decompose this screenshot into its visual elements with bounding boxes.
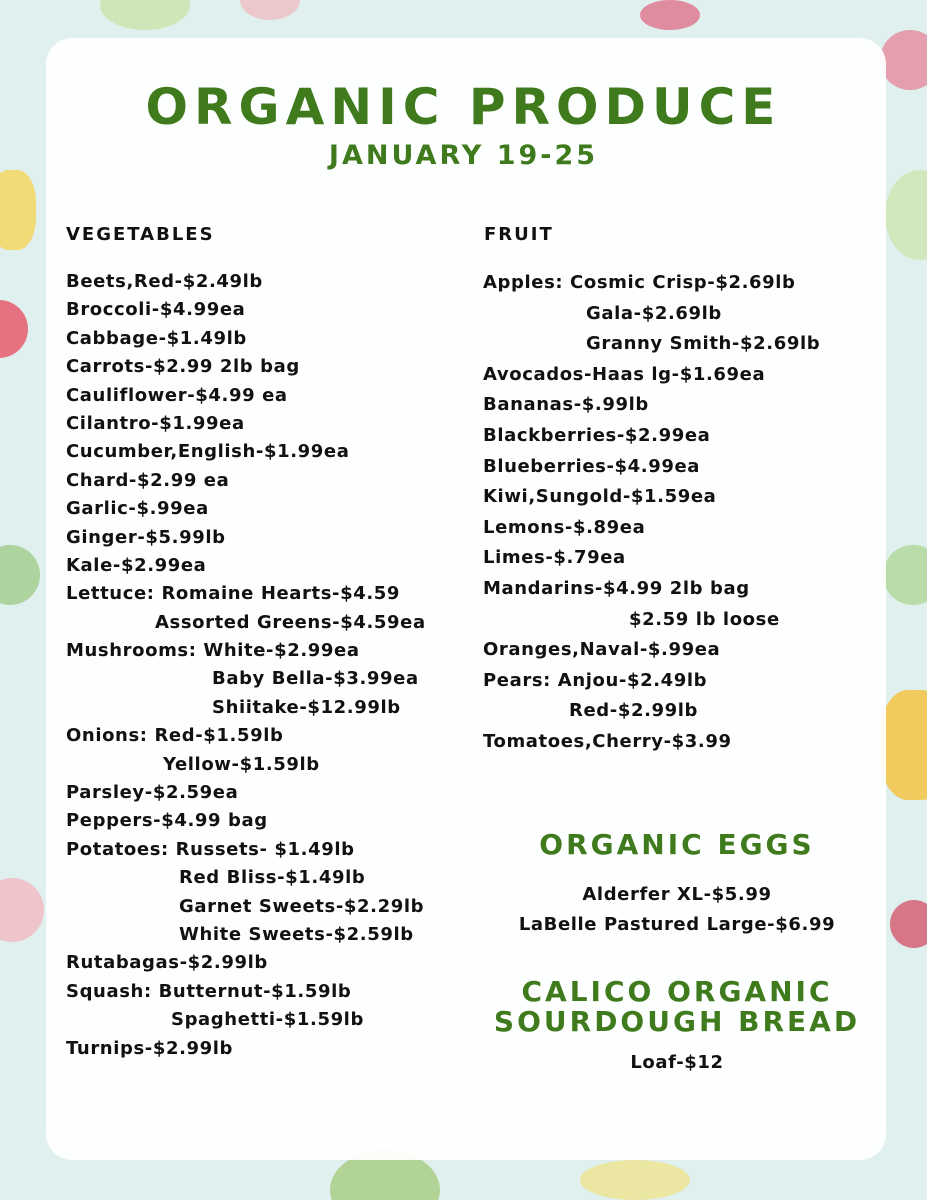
list-item: Lemons-$.89ea: [483, 516, 646, 538]
list-item: Broccoli-$4.99ea: [66, 299, 246, 321]
list-item: Gala-$2.69lb: [586, 302, 722, 324]
list-item: Apples: Cosmic Crisp-$2.69lb: [483, 272, 796, 293]
list-item: Chard-$2.99 ea: [66, 469, 230, 491]
list-item: Rutabagas-$2.99lb: [66, 952, 268, 974]
list-item: Cabbage-$1.49lb: [66, 327, 247, 349]
list-item: Turnips-$2.99lb: [66, 1037, 234, 1059]
list-item: Cucumber,English-$1.99ea: [66, 441, 350, 463]
list-item: Tomatoes,Cherry-$3.99: [483, 730, 732, 752]
fruit-heading: FRUIT: [484, 224, 554, 245]
list-item: Garnet Sweets-$2.29lb: [179, 895, 425, 917]
vegetable-decoration: [240, 0, 300, 20]
list-item: Baby Bella-$3.99ea: [212, 668, 419, 690]
vegetables-heading: VEGETABLES: [66, 224, 215, 245]
list-item: Squash: Butternut-$1.59lb: [66, 980, 352, 1002]
vegetable-decoration: [0, 170, 36, 250]
list-item: Kiwi,Sungold-$1.59ea: [483, 486, 717, 508]
bread-heading-line1: CALICO ORGANIC: [521, 975, 833, 1008]
vegetable-decoration: [580, 1160, 690, 1200]
vegetable-decoration: [0, 878, 44, 942]
list-item: Mandarins-$4.99 2lb bag: [483, 577, 750, 599]
list-item: Granny Smith-$2.69lb: [586, 333, 821, 355]
list-item: Potatoes: Russets- $1.49lb: [66, 838, 355, 860]
list-item: Garlic-$.99ea: [66, 498, 209, 520]
list-item: Cauliflower-$4.99 ea: [66, 384, 288, 406]
list-item: Carrots-$2.99 2lb bag: [66, 356, 300, 378]
list-item: Bananas-$.99lb: [483, 394, 649, 416]
eggs-item: LaBelle Pastured Large-$6.99: [518, 914, 836, 935]
list-item: Beets,Red-$2.49lb: [66, 271, 263, 292]
page-title: ORGANIC PRODUCE: [145, 78, 782, 136]
vegetable-decoration: [883, 545, 927, 605]
vegetables-list: [66, 268, 426, 1063]
list-item: Spaghetti-$1.59lb: [171, 1009, 364, 1031]
list-item: Parsley-$2.59ea: [66, 782, 239, 804]
vegetable-decoration: [890, 900, 927, 948]
list-item: Red-$2.99lb: [569, 700, 699, 722]
vegetable-decoration: [100, 0, 190, 30]
list-item: Ginger-$5.99lb: [66, 526, 226, 548]
list-item: Oranges,Naval-$.99ea: [483, 639, 721, 661]
list-item: Assorted Greens-$4.59ea: [155, 611, 426, 633]
bread-heading-line2: SOURDOUGH BREAD: [493, 1005, 861, 1038]
list-item: Limes-$.79ea: [483, 547, 626, 569]
list-item: Cilantro-$1.99ea: [66, 412, 245, 434]
list-item: Blueberries-$4.99ea: [483, 455, 701, 477]
vegetable-decoration: [640, 0, 700, 30]
eggs-heading: ORGANIC EGGS: [539, 828, 815, 861]
list-item: Shiitake-$12.99lb: [212, 696, 401, 718]
vegetable-decoration: [880, 690, 927, 800]
list-item: Blackberries-$2.99ea: [483, 424, 711, 446]
list-item: Kale-$2.99ea: [66, 554, 207, 576]
list-item: Mushrooms: White-$2.99ea: [66, 640, 360, 662]
list-item: Onions: Red-$1.59lb: [66, 725, 284, 747]
fruit-list: [483, 268, 820, 758]
vegetable-decoration: [0, 300, 28, 358]
vegetable-decoration: [0, 545, 40, 605]
list-item: Lettuce: Romaine Hearts-$4.59: [66, 583, 401, 605]
list-item: $2.59 lb loose: [629, 608, 780, 630]
list-item: Yellow-$1.59lb: [163, 753, 320, 775]
vegetable-decoration: [885, 170, 927, 260]
bread-item: Loaf-$12: [630, 1052, 724, 1073]
eggs-item: Alderfer XL-$5.99: [582, 884, 772, 905]
date-range: JANUARY 19-25: [328, 140, 599, 171]
list-item: Peppers-$4.99 bag: [66, 810, 268, 832]
list-item: White Sweets-$2.59lb: [179, 923, 414, 945]
list-item: Avocados-Haas lg-$1.69ea: [483, 363, 766, 385]
list-item: Pears: Anjou-$2.49lb: [483, 669, 708, 691]
list-item: Red Bliss-$1.49lb: [179, 867, 366, 889]
